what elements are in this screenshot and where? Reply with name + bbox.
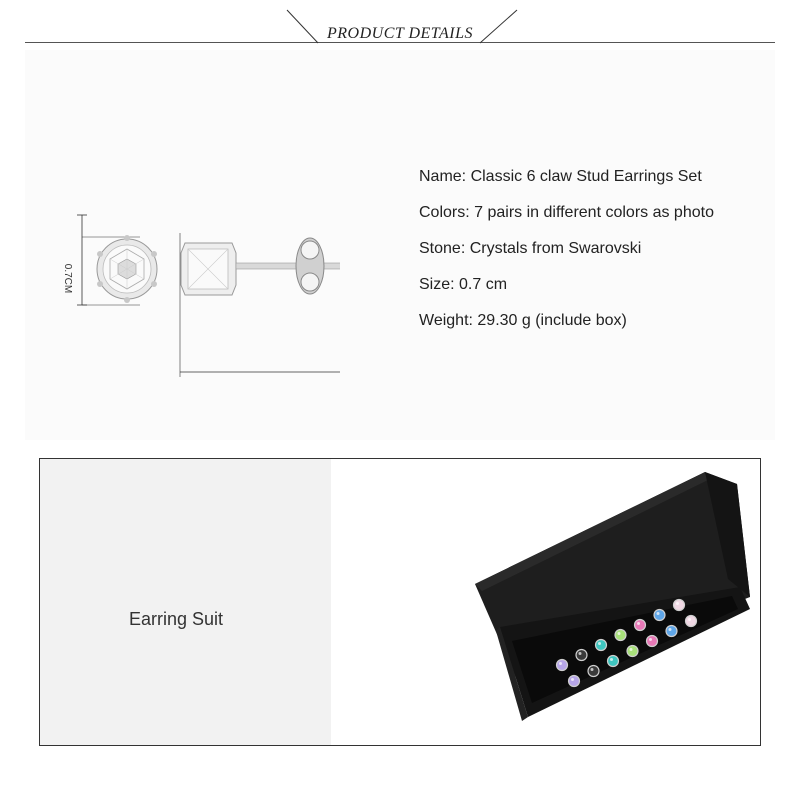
crystal-stud — [576, 650, 587, 661]
spec-stone: Stone: Crystals from Swarovski — [419, 240, 642, 257]
crystal-stud — [635, 620, 646, 631]
crystal-highlight — [579, 652, 582, 655]
crystal-stud — [654, 610, 665, 621]
suit-label-area — [40, 459, 331, 745]
height-dimension-label: 0.7CM — [62, 263, 74, 294]
crystal-highlight — [649, 638, 652, 641]
section-title: PRODUCT DETAILS — [0, 25, 800, 43]
crystal-stud — [557, 660, 568, 671]
crystal-highlight — [657, 612, 660, 615]
spec-size: Size: 0.7 cm — [419, 276, 508, 293]
crystal-stud — [615, 630, 626, 641]
crystal-highlight — [610, 658, 613, 661]
crystal-highlight — [676, 602, 679, 605]
crystal-highlight — [630, 648, 633, 651]
earring-dimension-diagram — [60, 145, 340, 415]
crystal-stud — [608, 656, 619, 667]
crystal-stud — [627, 646, 638, 657]
crystal-highlight — [571, 678, 574, 681]
crystal-highlight — [669, 628, 672, 631]
earring-drawing — [60, 145, 340, 415]
spec-weight: Weight: 29.30 g (include box) — [419, 312, 627, 329]
crystal-highlight — [591, 668, 594, 671]
product-details-panel — [25, 50, 775, 440]
spec-colors: Colors: 7 pairs in different colors as photo — [419, 204, 714, 221]
crystal-stud — [596, 640, 607, 651]
crystal-highlight — [618, 632, 621, 635]
spec-list — [419, 167, 714, 347]
crystal-stud — [588, 666, 599, 677]
crystal-highlight — [598, 642, 601, 645]
crystal-highlight — [637, 622, 640, 625]
crystal-stud — [686, 616, 697, 627]
crystal-stud — [569, 676, 580, 687]
crystal-stud — [674, 600, 685, 611]
earring-suit-panel — [39, 458, 761, 746]
crystal-highlight — [688, 618, 691, 621]
spec-name: Name: Classic 6 claw Stud Earrings Set — [419, 168, 702, 185]
gem-front-view — [97, 235, 157, 303]
crystal-stud — [647, 636, 658, 647]
gift-box-photo — [470, 459, 770, 745]
crystal-highlight — [559, 662, 562, 665]
suit-label: Earring Suit — [129, 609, 224, 629]
crystal-stud — [666, 626, 677, 637]
earring-side-view — [181, 238, 340, 295]
